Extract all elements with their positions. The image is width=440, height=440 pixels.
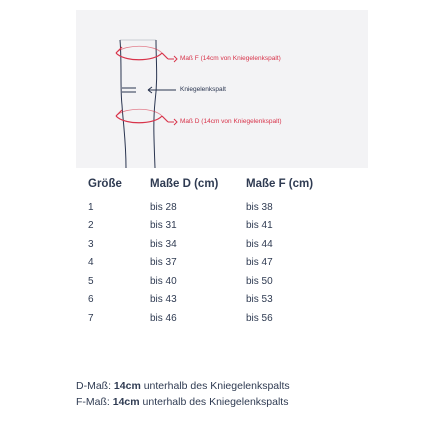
size-cell: 4 bbox=[88, 257, 94, 269]
size-cell: 7 bbox=[88, 312, 94, 324]
size-cell: 5 bbox=[88, 275, 94, 287]
table-row bbox=[88, 235, 326, 254]
table-row bbox=[88, 272, 326, 291]
measure-f-cell: bis 38 bbox=[246, 201, 273, 213]
measure-d-cell: bis 40 bbox=[150, 275, 177, 287]
size-cell: 3 bbox=[88, 238, 94, 250]
measure-d-cell: bis 46 bbox=[150, 312, 177, 324]
measure-d-cell: bis 34 bbox=[150, 238, 177, 250]
table-row bbox=[88, 254, 326, 273]
measure-f-cell: bis 44 bbox=[246, 238, 273, 250]
knee-gap-label: Kniegelenkspalt bbox=[180, 86, 226, 93]
note-f-value: 14cm bbox=[112, 396, 140, 408]
note-d-value: 14cm bbox=[113, 380, 141, 392]
measure-f-cell: bis 53 bbox=[246, 294, 273, 306]
measurement-notes bbox=[76, 378, 290, 410]
note-f bbox=[76, 394, 290, 410]
measure-d-label: Maß D (14cm von Kniegelenkspalt) bbox=[180, 118, 282, 125]
header-measure-d: Maße D (cm) bbox=[150, 178, 219, 190]
table-row bbox=[88, 309, 326, 328]
note-d bbox=[76, 378, 290, 394]
note-d-prefix: D-Maß: bbox=[76, 380, 114, 392]
size-cell: 2 bbox=[88, 220, 94, 232]
table-row bbox=[88, 217, 326, 236]
table-row bbox=[88, 291, 326, 310]
table-header-row bbox=[88, 178, 326, 198]
measure-d-cell: bis 28 bbox=[150, 201, 177, 213]
note-f-suffix: unterhalb des Kniegelenkspalts bbox=[139, 396, 289, 408]
measure-d-cell: bis 37 bbox=[150, 257, 177, 269]
measure-f-cell: bis 41 bbox=[246, 220, 273, 232]
note-f-prefix: F-Maß: bbox=[76, 396, 113, 408]
measure-f-label: Maß F (14cm von Kniegelenkspalt) bbox=[180, 55, 281, 62]
size-cell: 6 bbox=[88, 294, 94, 306]
measure-f-cell: bis 56 bbox=[246, 312, 273, 324]
measure-d-cell: bis 43 bbox=[150, 294, 177, 306]
size-table bbox=[88, 178, 326, 328]
note-d-suffix: unterhalb des Kniegelenkspalts bbox=[140, 380, 290, 392]
measure-f-cell: bis 50 bbox=[246, 275, 273, 287]
size-cell: 1 bbox=[88, 201, 94, 213]
table-row bbox=[88, 198, 326, 217]
measure-d-cell: bis 31 bbox=[150, 220, 177, 232]
header-measure-f: Maße F (cm) bbox=[246, 178, 314, 190]
knee-diagram bbox=[76, 10, 368, 168]
header-size: Größe bbox=[88, 178, 122, 190]
measure-f-cell: bis 47 bbox=[246, 257, 273, 269]
